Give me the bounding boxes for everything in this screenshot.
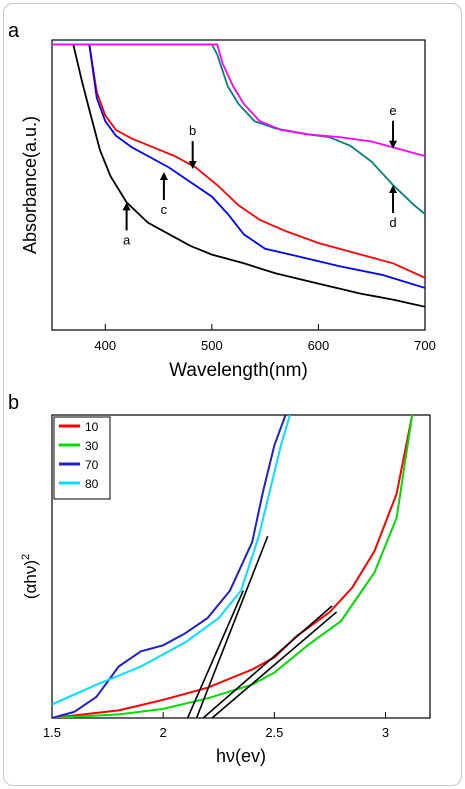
x-tick-label: 2 bbox=[159, 725, 167, 740]
y-axis-label bbox=[20, 554, 40, 599]
x-tick-label: 2.5 bbox=[265, 725, 284, 740]
x-tick-label: 500 bbox=[201, 338, 223, 353]
annotation-arrowhead-d bbox=[389, 185, 397, 193]
x-axis-label: hν(ev) bbox=[215, 746, 267, 766]
tauc-plot-chart bbox=[0, 385, 465, 785]
annotation-label-b: b bbox=[189, 123, 197, 139]
annotation-arrowhead-a bbox=[123, 202, 131, 210]
absorbance-chart bbox=[0, 0, 465, 385]
annotation-label-c: c bbox=[160, 201, 168, 217]
series-line-a bbox=[73, 44, 425, 306]
y-axis-label: Absorbance(a.u.) bbox=[20, 115, 40, 255]
tangent-fit-line bbox=[212, 612, 337, 718]
x-tick-label: 3 bbox=[381, 725, 390, 740]
annotation-label-e: e bbox=[389, 102, 397, 118]
tangent-fit-line bbox=[203, 606, 332, 718]
series-line-e bbox=[52, 44, 425, 156]
panel-b-letter: b bbox=[8, 392, 20, 414]
legend-label-80: 80 bbox=[85, 477, 99, 491]
legend-label-70: 70 bbox=[85, 458, 99, 472]
annotation-label-a: a bbox=[122, 232, 131, 248]
annotation-label-d: d bbox=[389, 215, 397, 230]
y-axis-label-superscript: 2 bbox=[20, 553, 32, 561]
y-axis-label-main: (αhν) bbox=[21, 560, 40, 600]
x-tick-label: 600 bbox=[307, 338, 330, 353]
plot-frame bbox=[52, 40, 425, 330]
legend-box bbox=[54, 417, 110, 499]
legend-label-10: 10 bbox=[85, 420, 99, 434]
series-group bbox=[52, 44, 425, 306]
annotation-arrowhead-c bbox=[160, 172, 168, 180]
series-line-d bbox=[52, 44, 425, 214]
x-axis-label: Wavelength(nm) bbox=[169, 360, 308, 381]
panel-a-letter: a bbox=[8, 20, 20, 42]
x-tick-label: 1.5 bbox=[42, 725, 62, 740]
x-tick-label: 700 bbox=[414, 338, 436, 353]
legend-label-30: 30 bbox=[85, 439, 99, 453]
x-tick-label: 400 bbox=[94, 338, 117, 353]
